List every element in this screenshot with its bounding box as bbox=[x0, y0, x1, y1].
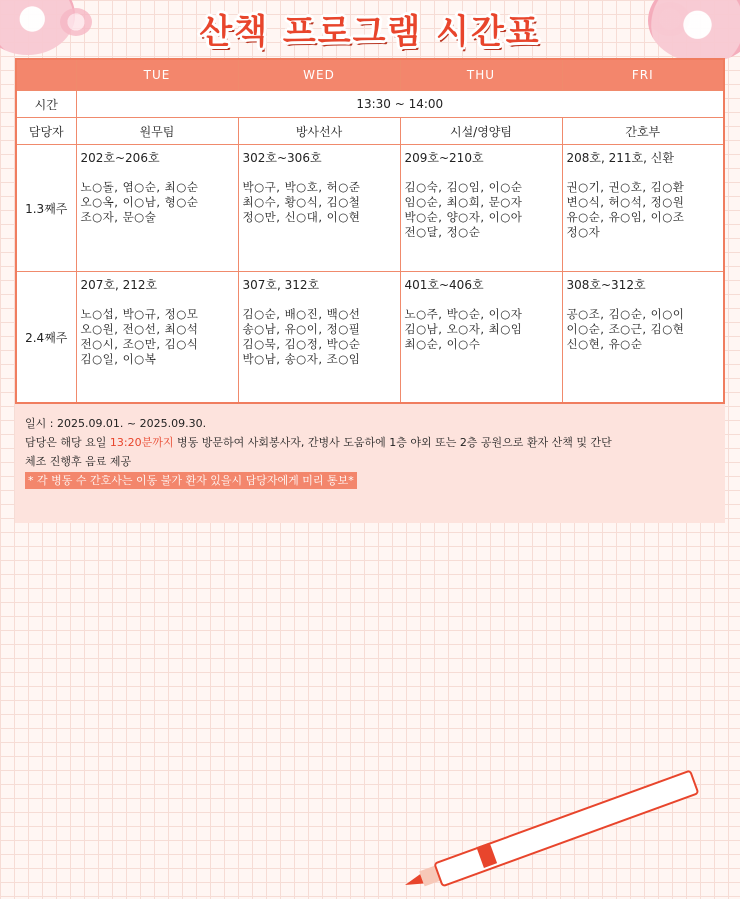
staff-label: 담당자 bbox=[16, 118, 76, 145]
time-value: 13:30 ~ 14:00 bbox=[76, 91, 724, 118]
room-range: 208호, 211호, 신환 bbox=[566, 151, 674, 165]
week1-wed-cell bbox=[238, 145, 400, 272]
schedule-table bbox=[15, 58, 725, 404]
room-range: 209호~210호 bbox=[404, 151, 484, 165]
week2-wed-cell bbox=[238, 272, 400, 404]
room-range: 302호~306호 bbox=[242, 151, 322, 165]
week1-tue-cell bbox=[76, 145, 238, 272]
header-corner bbox=[16, 59, 76, 91]
patient-list: 김○숙, 김○임, 이○순 임○순, 최○희, 문○자 박○순, 양○자, 이○아 전○달, 정○순 bbox=[404, 180, 523, 239]
day-header-wed: WED bbox=[238, 59, 400, 91]
notes-period: 일시 : 2025.09.01. ~ 2025.09.30. bbox=[25, 417, 207, 430]
room-range: 308호~312호 bbox=[566, 278, 646, 292]
patient-list: 노○돌, 염○순, 최○순 오○옥, 이○남, 형○순 조○자, 문○술 bbox=[80, 180, 199, 224]
patient-list: 김○순, 배○진, 백○선 송○남, 유○이, 정○필 김○묵, 김○정, 박○순 박○남, 송○자, 조○임 bbox=[242, 307, 361, 366]
notes-instructions bbox=[25, 433, 665, 452]
notes-instructions-b: 병동 방문하여 사회봉사자, 간병사 도움하에 1층 야외 또는 2층 공원으로 환자 산책 및 간단 bbox=[173, 436, 612, 449]
patient-list: 박○구, 박○호, 허○준 최○수, 황○식, 김○철 정○만, 신○대, 이○현 bbox=[242, 180, 361, 224]
staff-tue: 원무팀 bbox=[76, 118, 238, 145]
staff-fri: 간호부 bbox=[562, 118, 724, 145]
room-range: 202호~206호 bbox=[80, 151, 160, 165]
day-header-tue: TUE bbox=[76, 59, 238, 91]
day-header-fri: FRI bbox=[562, 59, 724, 91]
pen-icon bbox=[401, 772, 690, 895]
week2-fri-cell bbox=[562, 272, 724, 404]
patient-list: 노○섭, 박○규, 정○모 오○원, 전○선, 최○석 전○시, 조○만, 김○식 김○일, 이○복 bbox=[80, 307, 199, 366]
notes-panel bbox=[15, 404, 725, 523]
time-row bbox=[16, 91, 724, 118]
staff-wed: 방사선사 bbox=[238, 118, 400, 145]
page-title: 산책 프로그램 시간표 bbox=[199, 12, 541, 52]
week2-label: 2.4째주 bbox=[16, 272, 76, 404]
week1-fri-cell bbox=[562, 145, 724, 272]
notes-warning: * 각 병동 수 간호사는 이동 불가 환자 있을시 담당자에게 미리 통보* bbox=[25, 472, 357, 489]
week1-row bbox=[16, 145, 724, 272]
week1-label: 1.3째주 bbox=[16, 145, 76, 272]
header-row bbox=[16, 59, 724, 91]
patient-list: 공○조, 김○순, 이○이 이○순, 조○근, 김○현 신○현, 유○순 bbox=[566, 307, 685, 351]
week2-tue-cell bbox=[76, 272, 238, 404]
time-label: 시간 bbox=[16, 91, 76, 118]
patient-list: 노○주, 박○순, 이○자 김○남, 오○자, 최○임 최○순, 이○수 bbox=[404, 307, 523, 351]
week2-thu-cell bbox=[400, 272, 562, 404]
week2-row bbox=[16, 272, 724, 404]
day-header-thu: THU bbox=[400, 59, 562, 91]
notes-deadline-highlight: 13:20분까지 bbox=[109, 436, 174, 449]
notes-instructions-cont: 체조 진행후 음료 제공 bbox=[25, 455, 132, 468]
room-range: 207호, 212호 bbox=[80, 278, 158, 292]
notes-instructions-a: 담당은 해당 요일 bbox=[25, 436, 110, 449]
room-range: 401호~406호 bbox=[404, 278, 484, 292]
notes-warning-line bbox=[25, 471, 665, 490]
notes-lines bbox=[25, 414, 665, 490]
room-range: 307호, 312호 bbox=[242, 278, 320, 292]
week1-thu-cell bbox=[400, 145, 562, 272]
staff-thu: 시설/영양팀 bbox=[400, 118, 562, 145]
patient-list: 권○기, 권○호, 김○환 변○식, 허○석, 정○원 유○순, 유○임, 이○조 정○자 bbox=[566, 180, 685, 239]
staff-row bbox=[16, 118, 724, 145]
